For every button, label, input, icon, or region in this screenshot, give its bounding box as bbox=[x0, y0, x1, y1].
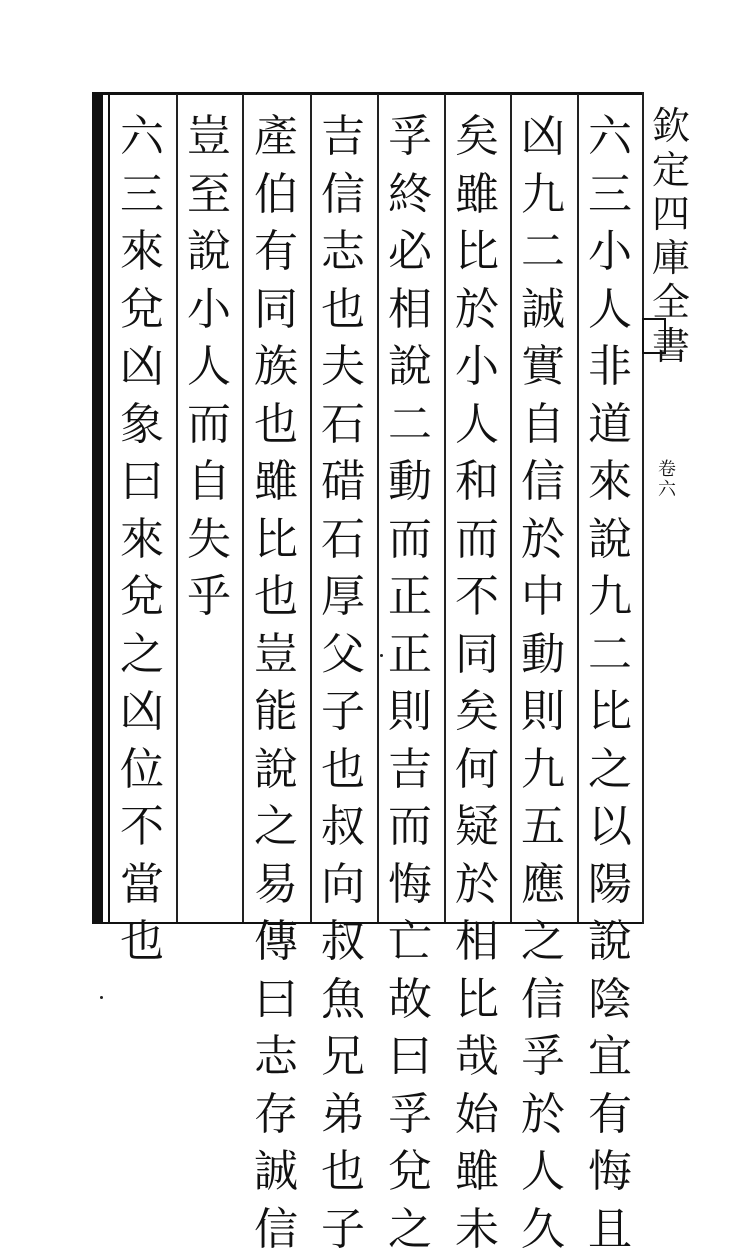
juan-number: 卷六 bbox=[658, 459, 676, 500]
text-column-2: 凶九二誠實自信於中動則九五應之信孚於人久 bbox=[521, 111, 565, 1255]
text-column-7: 豈至說小人而自失乎 bbox=[187, 111, 231, 622]
library-title: 欽定四庫全書 bbox=[651, 104, 690, 368]
column-rule bbox=[510, 94, 512, 922]
column-rule bbox=[577, 94, 579, 922]
text-column-1: 六三小人非道來說九二比之以陽說陰宜有悔且 bbox=[588, 111, 632, 1255]
text-column-8: 六三來兌凶象曰來兌之凶位不當也 bbox=[120, 111, 164, 967]
column-rule bbox=[242, 94, 244, 922]
text-column-6: 產伯有同族也雖比也豈能說之易傳曰志存誠信 bbox=[254, 111, 298, 1255]
text-column-4: 孚終必相說二動而正正則吉而悔亡故曰孚兌之 bbox=[388, 111, 432, 1255]
column-rule bbox=[176, 94, 178, 922]
scan-speck bbox=[100, 996, 103, 999]
column-rule bbox=[377, 94, 379, 922]
column-rule bbox=[310, 94, 312, 922]
frame-left-inner-line bbox=[108, 92, 110, 924]
frame-right-border bbox=[642, 92, 644, 924]
column-rule bbox=[444, 94, 446, 922]
frame-left-border bbox=[92, 92, 103, 924]
header-ornament bbox=[642, 318, 666, 354]
text-column-3: 矣雖比於小人和而不同矣何疑於相比哉始雖未 bbox=[455, 111, 499, 1255]
text-column-5: 吉信志也夫石碏石厚父子也叔向叔魚兄弟也子 bbox=[321, 111, 365, 1255]
scan-speck bbox=[380, 654, 383, 657]
